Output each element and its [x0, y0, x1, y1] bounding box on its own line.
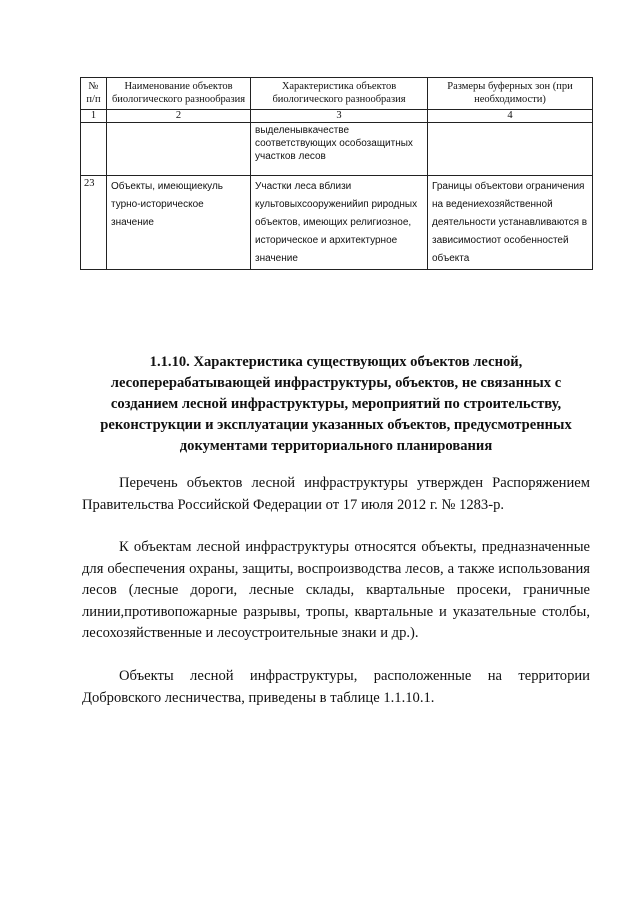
paragraph-infrastructure-list: Перечень объектов лесной инфраструктуры утвержден Распоряжением Правительства Российской Федерации от 17 июля 2012 г. № 1283-р. — [82, 475, 590, 513]
column-number: 4 — [428, 110, 593, 123]
row-number: 23 — [81, 176, 107, 270]
paragraph-infrastructure-definition: К объектам лесной инфраструктуры относятся объекты, предназначенные для обеспечения охраны, защиты, воспроизводства лесов, а также использования лесов (лесные дороги, лесные склады, квартальные просеки, граничные линии,противопожарные разрывы, тропы, квартальные и указательные столбы, лесохозяйственные и лесоустроительные знаки и др.). — [82, 539, 590, 641]
row-characteristic: выделенывкачестве соответствующих особозащитных участков лесов — [251, 123, 428, 176]
table-row — [81, 123, 593, 176]
header-number: № п/п — [81, 78, 107, 110]
paragraph-infrastructure-location: Объекты лесной инфраструктуры, расположенные на территории Добровского лесничества, приведены в таблице 1.1.10.1. — [82, 668, 590, 706]
column-number: 3 — [251, 110, 428, 123]
column-number: 1 — [81, 110, 107, 123]
row-name — [107, 123, 251, 176]
section-heading: 1.1.10. Характеристика существующих объектов лесной, лесоперерабатывающей инфраструктуры, объектов, не связанных с созданием лесной инфраструктуры, мероприятий по строительству, реконструкции и эксплуатации указанных объектов, предусмотренных документами территориального планирования — [100, 354, 572, 454]
column-number: 2 — [107, 110, 251, 123]
table-row — [81, 176, 593, 270]
header-name: Наименование объектов биологического разнообразия — [107, 78, 251, 110]
row-name: Объекты, имеющиекуль турно-историческое значение — [107, 176, 251, 270]
biodiversity-table — [80, 77, 593, 270]
row-number — [81, 123, 107, 176]
row-buffer — [428, 123, 593, 176]
column-number-row — [81, 110, 593, 123]
row-characteristic: Участки леса вблизи культовыхсооруженийип риродных объектов, имеющих религиозное, историческое и архитектурное значение — [251, 176, 428, 270]
header-characteristic: Характеристика объектов биологического разнообразия — [251, 78, 428, 110]
row-buffer: Границы объектови ограничения на ведениехозяйственной деятельности устанавливаются в зависимостиот особенностей объекта — [428, 176, 593, 270]
table-header-row — [81, 78, 593, 110]
header-buffer: Размеры буферных зон (при необходимости) — [428, 78, 593, 110]
